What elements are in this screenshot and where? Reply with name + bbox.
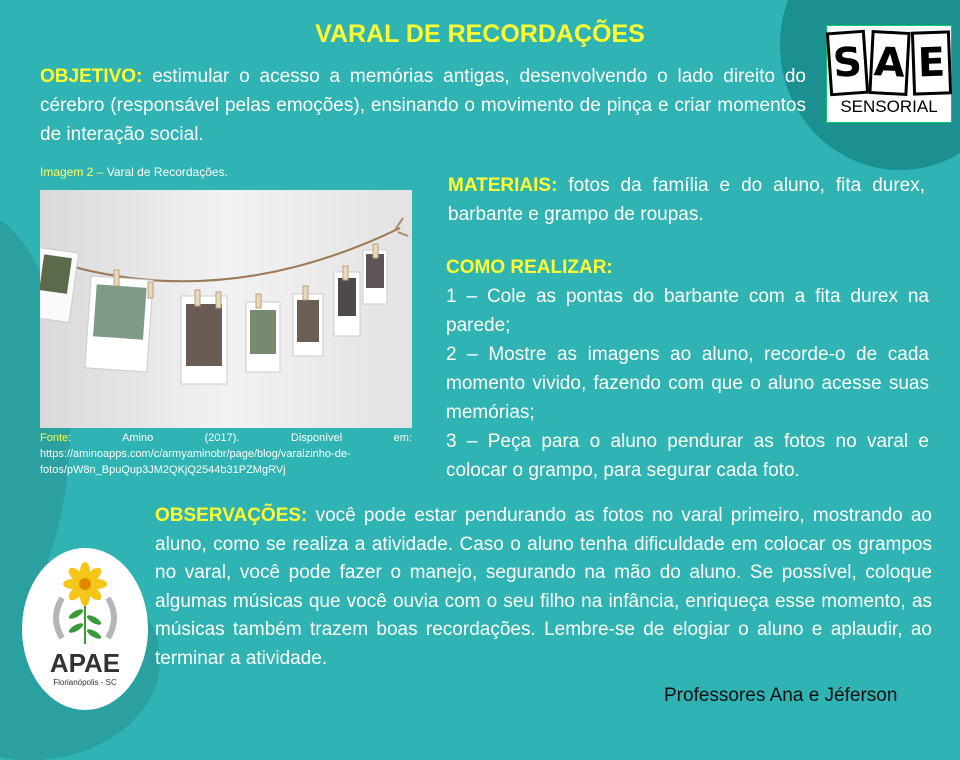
- como-realizar-step: 1 – Cole as pontas do barbante com a fita durex na parede;: [446, 286, 929, 336]
- sae-letter: E: [910, 30, 951, 95]
- image-caption-label: Imagem 2 –: [40, 165, 104, 179]
- como-realizar-step: 3 – Peça para o aluno pendurar as fotos no varal e colocar o grampo, para segurar cada foto.: [446, 431, 929, 481]
- apae-name: APAE: [49, 648, 121, 678]
- apae-logo: [22, 548, 148, 710]
- como-realizar-section: [446, 253, 929, 485]
- observacoes-text: você pode estar pendurando as fotos no varal primeiro, mostrando ao aluno, como se realiza a atividade. Caso o aluno tenha dificuldade em colocar os grampos no varal, você pode fazer o manejo, segurando na mão do aluno. Se possível, coloque algumas músicas que você ouvia com o seu filho na infância, enriqueça esse momento, as músicas também trazem boas recordações. Lembre-se de elogiar o aluno e aplaudir, ao terminar a atividade.: [155, 505, 932, 669]
- image-source-text: : Amino (2017). Disponível em: https://aminoapps.com/c/armyaminobr/page/blog/varalzinho-de-fotos/pW8n_BpuQup3JM2QKjQ2544b31PZMgRVj: [40, 432, 412, 476]
- como-realizar-label: COMO REALIZAR:: [446, 257, 613, 278]
- materiais-paragraph: [448, 171, 925, 229]
- objetivo-paragraph: [40, 62, 806, 149]
- objetivo-label: OBJETIVO:: [40, 66, 143, 87]
- sae-sensorial-logo: [826, 25, 952, 123]
- image-source-label: Fonte: [40, 432, 69, 444]
- materiais-label: MATERIAIS:: [448, 175, 558, 196]
- sae-letter: A: [868, 30, 910, 96]
- sunflower-icon: [22, 548, 148, 648]
- image-source: [40, 430, 412, 478]
- observacoes-paragraph: [155, 502, 932, 673]
- photo-clothesline-image: [40, 190, 412, 428]
- objetivo-text: estimular o acesso a memórias antigas, desenvolvendo o lado direito do cérebro (responsável pelas emoções), ensinando o movimento de pinça e criar momentos de interação social.: [40, 66, 807, 145]
- page-title: VARAL DE RECORDAÇÕES: [315, 20, 645, 48]
- image-caption: [40, 165, 228, 179]
- materiais-text: fotos da família e do aluno, fita durex, barbante e grampo de roupas.: [448, 175, 926, 225]
- apae-city: Florianópolis - SC: [53, 678, 117, 687]
- sae-subtitle: SENSORIAL: [840, 97, 938, 116]
- signature: Professores Ana e Jéferson: [664, 685, 898, 706]
- image-caption-text: Varal de Recordações.: [106, 165, 228, 179]
- sae-letter: S: [825, 30, 868, 97]
- observacoes-label: OBSERVAÇÕES:: [155, 505, 308, 526]
- como-realizar-step: 2 – Mostre as imagens ao aluno, recorde-o de cada momento vivido, fazendo com que o aluno acesse suas memórias;: [446, 344, 929, 423]
